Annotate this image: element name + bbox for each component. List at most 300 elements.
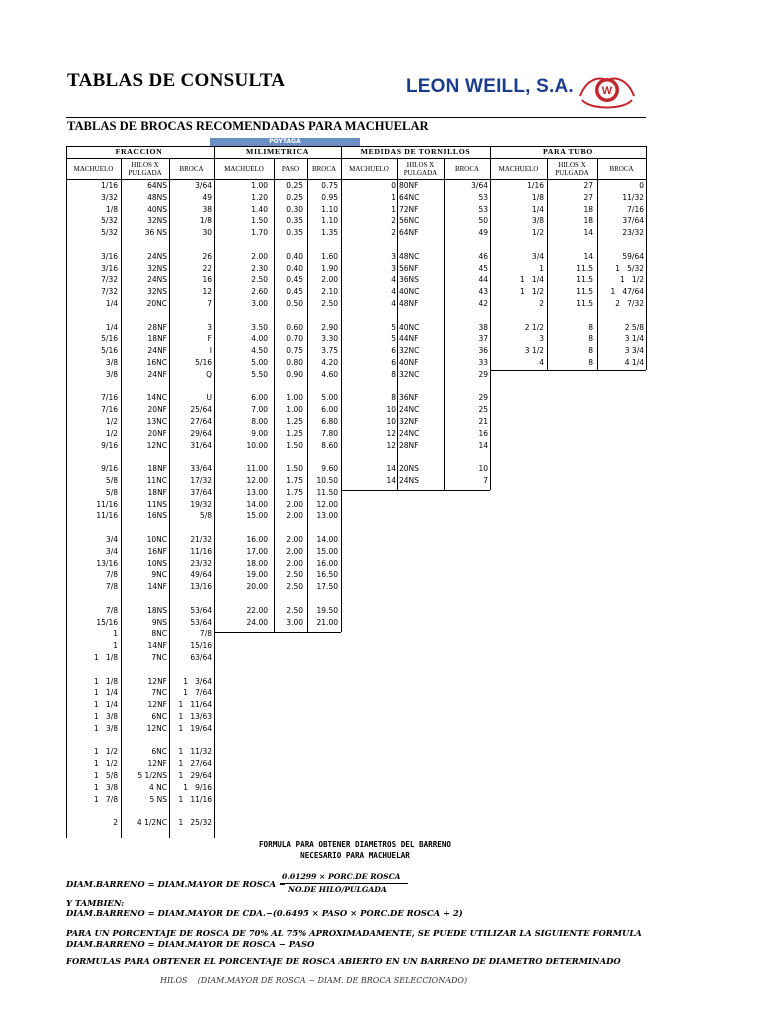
- milimetrica_rows-cell: 2.50: [251, 275, 268, 285]
- tubo_rows-cell: 8: [588, 322, 593, 332]
- fraccion_rows-cell: 1/8: [199, 216, 212, 226]
- tubo_rows-cell: 2 1/2: [524, 322, 544, 332]
- milimetrica_rows-cell: 1.00: [286, 405, 303, 415]
- tornillos_rows-cell: 2: [391, 228, 396, 238]
- milimetrica_rows-cell: 6.80: [321, 417, 338, 426]
- milimetrica_rows-cell: 0.95: [321, 192, 338, 202]
- fraccion_rows-cell: 5/16: [101, 334, 118, 344]
- fraccion_rows-cell: 10NC: [146, 535, 167, 544]
- fraccion_rows-cell: 4 NC: [148, 782, 167, 792]
- fraccion_rows-cell: 1 3/8: [94, 712, 118, 721]
- milimetrica_rows-cell: 1.10: [321, 216, 338, 226]
- milimetrica_rows-cell: 2.00: [286, 558, 303, 568]
- logo-text: LEON WEILL, S.A.: [406, 76, 574, 97]
- milimetrica_rows-cell: 5.00: [251, 358, 268, 367]
- fraccion_rows-cell: 23/32: [190, 558, 212, 568]
- colhead-t-hilos: HILOS X PULGADA: [403, 161, 438, 177]
- milimetrica_rows-cell: 2.50: [286, 605, 303, 615]
- tornillos_rows-cell: 4: [391, 287, 396, 297]
- fraccion_rows-cell: 40NS: [147, 204, 167, 214]
- milimetrica_rows-cell: 0.60: [286, 322, 303, 332]
- fraccion_rows-cell: 53/64: [190, 617, 212, 627]
- milimetrica_rows-cell: 2.00: [286, 499, 303, 509]
- fraccion_rows-cell: 1 7/8: [94, 794, 118, 804]
- fraccion_rows-cell: 5/32: [101, 216, 118, 226]
- fraccion_rows-cell: 4 1/2NC: [136, 818, 167, 828]
- fraccion_rows-cell: 1: [113, 629, 118, 639]
- fraccion_rows-cell: 13/16: [96, 558, 118, 568]
- milimetrica_rows-cell: 5.50: [251, 369, 268, 379]
- fraccion_rows-cell: 49: [202, 192, 212, 202]
- fraccion_rows-cell: 12NF: [147, 676, 167, 686]
- border-f-3: [214, 146, 215, 838]
- milimetrica-bottom: [214, 632, 341, 633]
- fraccion_rows-cell: 3/16: [101, 251, 118, 261]
- tubo_rows-cell: 11.5: [576, 299, 593, 308]
- fraccion_rows-cell: 1/4: [105, 322, 118, 332]
- tubo_rows-cell: 27: [583, 181, 593, 190]
- tornillos_rows-cell: 33: [478, 358, 488, 367]
- milimetrica_rows-cell: 21.00: [316, 617, 338, 627]
- fraccion_rows-cell: 3/8: [105, 369, 118, 379]
- fraccion_rows-cell: 1 1/8: [94, 676, 118, 686]
- tubo_rows-cell: 11/32: [622, 192, 644, 202]
- tornillos_rows-cell: 50: [478, 216, 488, 226]
- tubo_rows-cell: 27: [583, 192, 593, 202]
- fraccion_rows-cell: 49/64: [190, 570, 212, 580]
- fraccion_rows-cell: 12NF: [147, 700, 167, 710]
- milimetrica_rows-cell: 4.00: [251, 334, 268, 344]
- milimetrica_rows-cell: 6.00: [251, 393, 268, 403]
- milimetrica_rows-cell: 1.70: [251, 228, 268, 238]
- fraccion_rows-cell: 5/8: [105, 487, 118, 497]
- fraccion_rows-cell: 3/8: [105, 358, 118, 367]
- fraccion_rows-cell: 19/32: [190, 499, 212, 509]
- fraccion_rows-cell: 7/16: [101, 405, 118, 415]
- tubo_rows-cell: 8: [588, 346, 593, 356]
- fraccion_rows-cell: 1 27/64: [178, 759, 212, 769]
- milimetrica_rows-cell: 22.00: [246, 605, 268, 615]
- fraccion_rows-cell: 12NF: [147, 759, 167, 769]
- tubo_rows-cell: 23/32: [622, 228, 644, 238]
- fraccion_rows-cell: 5/8: [105, 476, 118, 485]
- fraccion_rows-cell: 7: [207, 299, 212, 308]
- fraccion_rows-cell: 16NC: [146, 358, 167, 367]
- tubo_rows-cell: 7/16: [627, 204, 644, 214]
- colhead-f-hilos: HILOS X PULGADA: [128, 161, 162, 177]
- milimetrica_rows-cell: 6.00: [321, 405, 338, 415]
- fraccion_rows-cell: 16: [202, 275, 212, 285]
- fraccion_rows-cell: F: [207, 334, 212, 344]
- milimetrica_rows-cell: 0.75: [286, 346, 303, 356]
- tornillos_rows-cell: 42: [478, 299, 488, 308]
- fraccion_rows-cell: 9/16: [101, 464, 118, 474]
- fraccion_rows-cell: 1 11/64: [178, 700, 212, 710]
- fraccion_rows-cell: 5/16: [195, 358, 212, 367]
- fraccion_rows-cell: 20NF: [147, 428, 167, 438]
- border-t-3: [490, 146, 491, 490]
- tubo_rows-cell: 3/4: [531, 251, 544, 261]
- fraccion_rows-cell: 5/8: [199, 511, 212, 521]
- fraccion_rows-cell: 3/4: [105, 546, 118, 556]
- milimetrica_rows-cell: 1.75: [286, 476, 303, 485]
- tornillos_rows-cell: 45: [478, 263, 488, 273]
- milimetrica_rows-cell: 13.00: [316, 511, 338, 521]
- fraccion_rows-cell: 3/4: [105, 535, 118, 544]
- fraccion_rows-cell: 3: [207, 322, 212, 332]
- tubo_rows-cell: 18: [583, 204, 593, 214]
- fraccion_rows-cell: 29/64: [190, 428, 212, 438]
- fraccion_rows-cell: 33/64: [190, 464, 212, 474]
- fraccion_rows-cell: 24NS: [147, 275, 167, 285]
- tubo_rows-cell: 3: [539, 334, 544, 344]
- milimetrica_rows-cell: 4.20: [321, 358, 338, 367]
- milimetrica_rows-cell: 0.35: [286, 216, 303, 226]
- tornillos_rows-cell: 8: [391, 369, 396, 379]
- formula-title: FORMULA PARA OBTENER DIAMETROS DEL BARRENO: [258, 840, 452, 849]
- fraccion_rows-cell: 1 1/2: [94, 759, 118, 769]
- tornillos_rows-cell: 36NF: [399, 393, 419, 403]
- milimetrica_rows-cell: 1.50: [286, 440, 303, 450]
- tubo_rows-cell: 2 5/8: [624, 322, 644, 332]
- tornillos_rows-cell: 36NS: [399, 275, 419, 285]
- tornillos_rows-cell: 29: [478, 393, 488, 403]
- milimetrica_rows-cell: 15.00: [246, 511, 268, 521]
- colhead-m-paso: PASO: [281, 165, 300, 173]
- milimetrica_rows-cell: 8.60: [321, 440, 338, 450]
- tornillos_rows-cell: 20NS: [399, 464, 419, 474]
- tubo_rows-cell: 14: [583, 251, 593, 261]
- formula-1-denominator: NO.DE HILO/PULGADA: [288, 885, 387, 894]
- tubo-bottom: [490, 370, 646, 371]
- tornillos_rows-cell: 0: [391, 181, 396, 190]
- milimetrica_rows-cell: 0.45: [286, 287, 303, 297]
- tornillos_rows-cell: 28NF: [399, 440, 419, 450]
- tornillos_rows-cell: 48NF: [399, 299, 419, 308]
- tornillos_rows-cell: 4: [391, 299, 396, 308]
- fraccion_rows-cell: 1 9/16: [183, 782, 212, 792]
- tubo_rows-cell: 1 1/2: [620, 275, 644, 285]
- fraccion_rows-cell: 48NS: [147, 192, 167, 202]
- fraccion_rows-cell: 1/8: [105, 204, 118, 214]
- fraccion_rows-cell: 1 11/32: [178, 747, 212, 757]
- formula-3: DIAM.BARRENO = DIAM.MAYOR DE ROSCA − PASO: [66, 939, 315, 949]
- fraccion_rows-cell: 3/64: [195, 181, 212, 190]
- milimetrica_rows-cell: 16.00: [316, 558, 338, 568]
- tornillos_rows-cell: 46: [478, 251, 488, 261]
- colhead-p-broca: BROCA: [609, 165, 634, 173]
- tornillos_rows-cell: 37: [478, 334, 488, 344]
- milimetrica_rows-cell: 1.25: [286, 417, 303, 426]
- fraccion_rows-cell: 24NF: [147, 346, 167, 356]
- milimetrica_rows-cell: 0.80: [286, 358, 303, 367]
- tornillos_rows-cell: 24NC: [399, 428, 420, 438]
- milimetrica_rows-cell: 2.30: [251, 263, 268, 273]
- fraccion_rows-cell: 18NS: [147, 605, 167, 615]
- fraccion_rows-cell: 6NC: [151, 747, 167, 757]
- formula-paragraph-1: PARA UN PORCENTAJE DE ROSCA DE 70% AL 75% APROXIMADAMENTE, SE PUEDE UTILIZAR LA SIGUIENTE FORMULA: [66, 928, 642, 938]
- tornillos_rows-cell: 53: [478, 192, 488, 202]
- milimetrica_rows-cell: 20.00: [246, 582, 268, 592]
- tornillos_rows-cell: 16: [478, 428, 488, 438]
- milimetrica_rows-cell: 3.00: [286, 617, 303, 627]
- tornillos_rows-cell: 5: [391, 334, 396, 344]
- fraccion_rows-cell: 64NS: [147, 181, 167, 190]
- fraccion_rows-cell: 1 1/4: [94, 688, 118, 698]
- tubo_rows-cell: 8: [588, 358, 593, 367]
- tubo_rows-cell: 1: [539, 263, 544, 273]
- fraccion_rows-cell: 1 1/8: [94, 653, 118, 662]
- fraccion_rows-cell: 14NC: [146, 393, 167, 403]
- milimetrica_rows-cell: 4.60: [321, 369, 338, 379]
- milimetrica_rows-cell: 2.50: [321, 299, 338, 308]
- milimetrica_rows-cell: 1.25: [286, 428, 303, 438]
- milimetrica_rows-cell: 11.00: [246, 464, 268, 474]
- fraccion_rows-cell: 11/16: [190, 546, 212, 556]
- blue-label-bar: POYTAGA: [210, 138, 360, 146]
- tornillos_rows-cell: 49: [478, 228, 488, 238]
- milimetrica_rows-cell: 0.25: [286, 192, 303, 202]
- milimetrica_rows-cell: 9.00: [251, 428, 268, 438]
- y-tambien: Y TAMBIEN:: [66, 898, 125, 908]
- fraccion_rows-cell: 7NC: [151, 688, 167, 698]
- milimetrica_rows-cell: 1.35: [321, 228, 338, 238]
- tornillos_rows-cell: 1: [391, 204, 396, 214]
- tornillos_rows-cell: 53: [478, 204, 488, 214]
- fraccion_rows-cell: 36 NS: [144, 228, 167, 238]
- tubo_rows-cell: 11.5: [576, 275, 593, 285]
- colhead-m-machuelo: MACHUELO: [224, 165, 264, 173]
- tornillos_rows-cell: 43: [478, 287, 488, 297]
- tornillos_rows-cell: 6: [391, 358, 396, 367]
- tubo_rows-cell: 3 1/4: [624, 334, 644, 344]
- milimetrica_rows-cell: 12.00: [246, 476, 268, 485]
- milimetrica_rows-cell: 17.50: [316, 582, 338, 592]
- formula-paragraph-3: HILOS (DIAM.MAYOR DE ROSCA − DIAM. DE BROCA SELECCIONADO): [160, 976, 468, 985]
- milimetrica_rows-cell: 19.50: [316, 605, 338, 615]
- fraccion_rows-cell: 7/32: [101, 287, 118, 297]
- tornillos_rows-cell: 44NF: [399, 334, 419, 344]
- milimetrica_rows-cell: 17.00: [246, 546, 268, 556]
- fraccion_rows-cell: 6NC: [151, 712, 167, 721]
- tubo_rows-cell: 1/8: [531, 192, 544, 202]
- milimetrica_rows-cell: 0.50: [286, 299, 303, 308]
- fraccion_rows-cell: 5 NS: [149, 794, 167, 804]
- milimetrica_rows-cell: 2.00: [286, 546, 303, 556]
- tornillos_rows-cell: 48NC: [399, 251, 420, 261]
- fraccion_rows-cell: 22: [202, 263, 212, 273]
- tornillos_rows-cell: 10: [386, 405, 396, 415]
- fraccion_rows-cell: 5/32: [101, 228, 118, 238]
- fraccion_rows-cell: 3/32: [101, 192, 118, 202]
- tubo_rows-cell: 1/16: [527, 181, 544, 190]
- formula-2: DIAM.BARRENO = DIAM.MAYOR DE CDA.−(0.6495 × PASO × PORC.DE ROSCA ÷ 2): [66, 908, 463, 918]
- fraccion_rows-cell: 12: [202, 287, 212, 297]
- fraccion_rows-cell: 1 13/63: [178, 712, 212, 721]
- fraccion_rows-cell: 1 1/4: [94, 700, 118, 710]
- milimetrica_rows-cell: 2.00: [321, 275, 338, 285]
- group-tornillos: MEDIDAS DE TORNILLOS: [360, 147, 471, 156]
- fraccion_rows-cell: 5/16: [101, 346, 118, 356]
- fraccion_rows-cell: 11/16: [96, 511, 118, 521]
- milimetrica_rows-cell: 7.00: [251, 405, 268, 415]
- fraccion_rows-cell: 1: [113, 641, 118, 651]
- milimetrica_rows-cell: 13.00: [246, 487, 268, 497]
- milimetrica_rows-cell: 5.00: [321, 393, 338, 403]
- milimetrica_rows-cell: 0.40: [286, 263, 303, 273]
- fraccion_rows-cell: 30: [202, 228, 212, 238]
- fraccion_rows-cell: 20NF: [147, 405, 167, 415]
- milimetrica_rows-cell: 1.75: [286, 487, 303, 497]
- formula-paragraph-2: FORMULAS PARA OBTENER EL PORCENTAJE DE ROSCA ABIERTO EN UN BARRENO DE DIAMETRO DETERMINADO: [66, 956, 621, 966]
- fraccion_rows-cell: 12NC: [146, 440, 167, 450]
- colhead-p-machuelo: MACHUELO: [498, 165, 539, 173]
- tornillos_rows-cell: 29: [478, 369, 488, 379]
- milimetrica_rows-cell: 1.20: [251, 192, 268, 202]
- fraccion_rows-cell: 7/8: [105, 605, 118, 615]
- fraccion_rows-cell: 2: [113, 818, 118, 828]
- tornillos_rows-cell: 44: [478, 275, 488, 285]
- milimetrica_rows-cell: 2.00: [286, 535, 303, 544]
- fraccion_rows-cell: 63/64: [190, 653, 212, 662]
- tornillos_rows-cell: 3: [391, 251, 396, 261]
- fraccion_rows-cell: 9NC: [151, 570, 167, 580]
- milimetrica_rows-cell: 24.00: [246, 617, 268, 627]
- tornillos_rows-cell: 14: [386, 476, 396, 485]
- fraccion_rows-cell: 7/16: [101, 393, 118, 403]
- tubo_rows-cell: 4: [539, 358, 544, 367]
- fraccion_rows-cell: 27/64: [190, 417, 212, 426]
- fraccion_rows-cell: I: [209, 346, 212, 356]
- fraccion_rows-cell: 1 19/64: [178, 723, 212, 733]
- fraccion_rows-cell: 24NF: [147, 369, 167, 379]
- tornillos_rows-cell: 3: [391, 263, 396, 273]
- fraccion_rows-cell: 1 11/16: [178, 794, 212, 804]
- milimetrica_rows-cell: 0.75: [321, 181, 338, 190]
- fraccion_rows-cell: 16NF: [147, 546, 167, 556]
- colhead-t-broca: BROCA: [454, 165, 480, 173]
- tubo_rows-cell: 0: [639, 181, 644, 190]
- tornillos_rows-cell: 32NF: [399, 417, 419, 426]
- fraccion_rows-cell: 18NF: [147, 487, 167, 497]
- tubo_rows-cell: 1 5/32: [615, 263, 644, 273]
- fraccion_rows-cell: 28NF: [147, 322, 167, 332]
- fraccion_rows-cell: 25/64: [190, 405, 212, 415]
- fraccion_rows-cell: 31/64: [190, 440, 212, 450]
- fraccion_rows-cell: 1 3/64: [183, 676, 212, 686]
- tubo_rows-cell: 18: [583, 216, 593, 226]
- milimetrica_rows-cell: 16.50: [316, 570, 338, 580]
- fraccion_rows-cell: 1 7/64: [183, 688, 212, 698]
- formula-1-left: DIAM.BARRENO = DIAM.MAYOR DE ROSCA −: [66, 879, 286, 889]
- milimetrica_rows-cell: 2.50: [286, 570, 303, 580]
- tubo_rows-cell: 4 1/4: [624, 358, 644, 367]
- tornillos_rows-cell: 1: [391, 192, 396, 202]
- tubo_rows-cell: 1/2: [531, 228, 544, 238]
- fraccion_rows-cell: 1 3/8: [94, 782, 118, 792]
- tornillos_rows-cell: 72NF: [399, 204, 419, 214]
- tubo_rows-cell: 14: [583, 228, 593, 238]
- fraccion_rows-cell: 53/64: [190, 605, 212, 615]
- svg-text:W: W: [601, 85, 613, 97]
- milimetrica_rows-cell: 3.50: [251, 322, 268, 332]
- milimetrica_rows-cell: 10.50: [316, 476, 338, 485]
- tubo_rows-cell: 8: [588, 334, 593, 344]
- tubo_rows-cell: 59/64: [622, 251, 644, 261]
- fraccion_rows-cell: 15/16: [96, 617, 118, 627]
- milimetrica_rows-cell: 3.00: [251, 299, 268, 308]
- fraccion_rows-cell: 1 3/8: [94, 723, 118, 733]
- milimetrica_rows-cell: 0.35: [286, 228, 303, 238]
- milimetrica_rows-cell: 8.00: [251, 417, 268, 426]
- milimetrica_rows-cell: 19.00: [246, 570, 268, 580]
- colhead-t-machuelo: MACHUELO: [349, 165, 389, 173]
- fraccion_rows-cell: 9NS: [151, 617, 167, 627]
- milimetrica_rows-cell: 1.50: [286, 464, 303, 474]
- fraccion_rows-cell: 32NS: [147, 216, 167, 226]
- tubo_rows-cell: 1 1/2: [520, 287, 544, 297]
- milimetrica_rows-cell: 1.00: [286, 393, 303, 403]
- border-left: [66, 146, 67, 838]
- tornillos_rows-cell: 56NC: [399, 216, 420, 226]
- title-rule: [66, 117, 646, 118]
- tornillos_rows-cell: 3/64: [471, 181, 488, 190]
- fraccion_rows-cell: U: [206, 393, 212, 403]
- fraccion_rows-cell: 1 25/32: [178, 818, 212, 828]
- fraccion_rows-cell: 17/32: [190, 476, 212, 485]
- milimetrica_rows-cell: 18.00: [246, 558, 268, 568]
- tubo_rows-cell: 3 3/4: [624, 346, 644, 356]
- fraccion_rows-cell: 24NS: [147, 251, 167, 261]
- milimetrica_rows-cell: 0.40: [286, 251, 303, 261]
- fraccion_rows-cell: 15/16: [190, 641, 212, 651]
- fraccion_rows-cell: 7/8: [105, 570, 118, 580]
- milimetrica_rows-cell: 4.50: [251, 346, 268, 356]
- milimetrica_rows-cell: 1.40: [251, 204, 268, 214]
- tubo_rows-cell: 1 1/4: [520, 275, 544, 285]
- tornillos_rows-cell: 5: [391, 322, 396, 332]
- tornillos_rows-cell: 25: [478, 405, 488, 415]
- milimetrica_rows-cell: 3.30: [321, 334, 338, 344]
- fraccion_rows-cell: 11/16: [96, 499, 118, 509]
- fraccion_rows-cell: 32NS: [147, 263, 167, 273]
- logo-emblem-icon: [576, 66, 638, 112]
- fraccion_rows-cell: 12NC: [146, 723, 167, 733]
- fraccion_rows-cell: Q: [206, 369, 212, 379]
- fraccion_rows-cell: 13/16: [190, 582, 212, 592]
- milimetrica_rows-cell: 7.80: [321, 428, 338, 438]
- fraccion_rows-cell: 14NF: [147, 582, 167, 592]
- tornillos_rows-cell: 40NC: [399, 287, 420, 297]
- milimetrica_rows-cell: 1.90: [321, 263, 338, 273]
- fraccion_rows-cell: 1/2: [105, 428, 118, 438]
- milimetrica_rows-cell: 2.00: [251, 251, 268, 261]
- milimetrica_rows-cell: 12.00: [316, 499, 338, 509]
- fraccion_rows-cell: 18NF: [147, 464, 167, 474]
- tubo_rows-cell: 3/8: [531, 216, 544, 226]
- tornillos_rows-cell: 14: [478, 440, 488, 450]
- group-milimetrica: MILIMETRICA: [246, 147, 309, 156]
- page-title: TABLAS DE CONSULTA: [67, 70, 286, 91]
- fraccion_rows-cell: 38: [202, 204, 212, 214]
- tornillos_rows-cell: 38: [478, 322, 488, 332]
- tornillos_rows-cell: 10: [386, 417, 396, 426]
- tubo_rows-cell: 1/4: [531, 204, 544, 214]
- tornillos-bottom: [341, 490, 490, 491]
- formula-1-numerator: 0.01299 × PORC.DE ROSCA: [282, 872, 401, 881]
- fraccion_rows-cell: 8NC: [151, 629, 167, 639]
- fraccion_rows-cell: 16NS: [147, 511, 167, 521]
